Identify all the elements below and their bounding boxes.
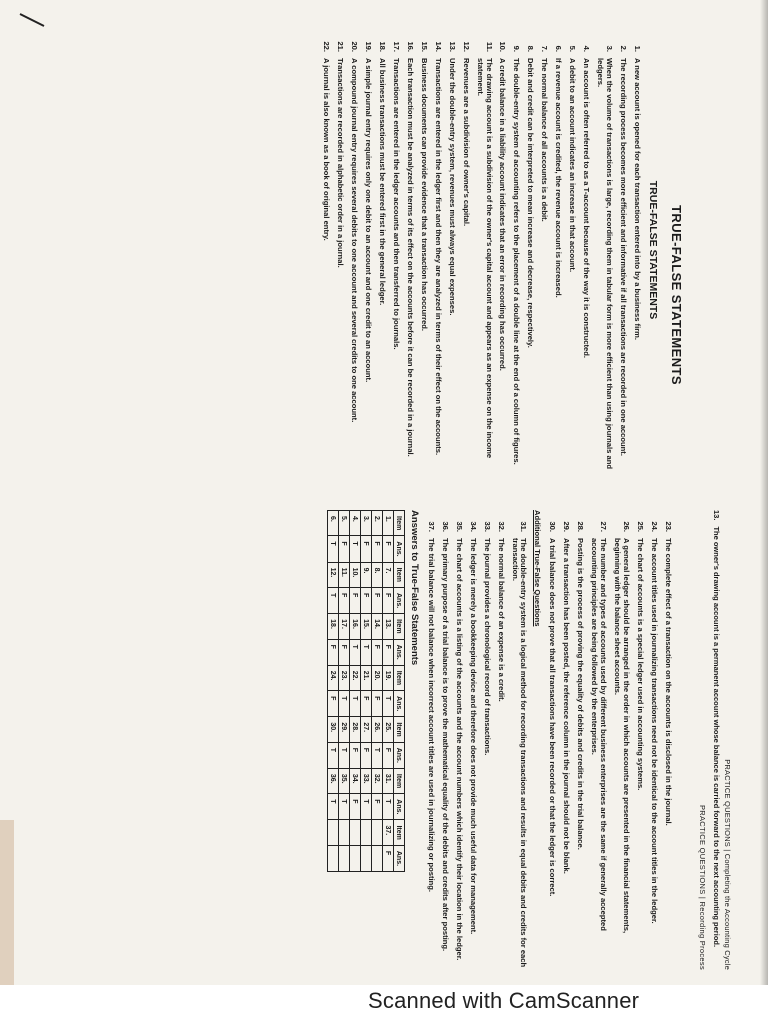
answer-cell: F bbox=[360, 536, 371, 562]
question-number: 36. bbox=[440, 521, 450, 532]
question-text: When the volume of transactions is large, recording them in tabular form is more efficient than using journals and ledgers. bbox=[596, 58, 615, 469]
answer-cell: F bbox=[349, 742, 360, 768]
section-title: TRUE-FALSE STATEMENTS bbox=[647, 180, 659, 320]
answer-cell bbox=[349, 845, 360, 871]
table-row bbox=[382, 511, 393, 872]
item-cell: 36. bbox=[327, 768, 338, 793]
question-number: 15. bbox=[419, 41, 429, 52]
answer-cell: F bbox=[382, 536, 393, 562]
table-row bbox=[360, 511, 371, 872]
question-item bbox=[635, 510, 644, 970]
item-cell: 22. bbox=[349, 665, 360, 690]
question-text: A simple journal entry requires only one debit to an account and one credit to an account. bbox=[363, 58, 373, 383]
table-row bbox=[327, 511, 338, 872]
left-column bbox=[316, 30, 720, 470]
question-item bbox=[539, 30, 548, 470]
question-number: 22. bbox=[322, 41, 332, 52]
answer-cell: F bbox=[360, 742, 371, 768]
page-edge-shadow bbox=[760, 0, 768, 985]
question-text: The trial balance will not balance when incorrect account titles are used in journalizing or posting. bbox=[426, 538, 436, 893]
additional-question-list bbox=[426, 510, 528, 970]
question-item bbox=[547, 510, 556, 970]
question-item bbox=[567, 30, 576, 470]
item-cell: 5. bbox=[338, 511, 349, 536]
item-cell: 6. bbox=[327, 511, 338, 536]
camscanner-watermark: Scanned with CamScanner bbox=[368, 988, 640, 1013]
question-item bbox=[561, 510, 570, 970]
question-text: Debit and credit can be interpreted to mean increase and decrease, respectively. bbox=[526, 58, 536, 348]
item-cell: 29. bbox=[338, 717, 349, 742]
question-item bbox=[335, 30, 344, 470]
question-text: After a transaction has been posted, the reference column in the journal should not be blank. bbox=[562, 538, 572, 874]
question-item bbox=[525, 30, 534, 470]
question-number: 32. bbox=[496, 521, 506, 532]
question-item bbox=[447, 30, 456, 470]
question-item bbox=[440, 510, 449, 970]
item-cell bbox=[360, 820, 371, 845]
table-row bbox=[371, 511, 382, 872]
answer-cell: F bbox=[382, 639, 393, 665]
answer-cell: T bbox=[382, 794, 393, 820]
question-number: 21. bbox=[336, 41, 346, 52]
answer-cell: F bbox=[371, 794, 382, 820]
item-cell bbox=[371, 820, 382, 845]
question-item bbox=[363, 30, 372, 470]
answer-cell: T bbox=[338, 794, 349, 820]
header-strip bbox=[698, 510, 732, 970]
question-text: A general ledger should be arranged in the order in which accounts are presented in the financial statements, beginning with the balance sheet accounts. bbox=[613, 538, 632, 934]
question-number: 37. bbox=[426, 521, 436, 532]
item-cell: 27. bbox=[360, 717, 371, 742]
item-cell: 15. bbox=[360, 614, 371, 639]
question-item bbox=[496, 510, 505, 970]
question-text: The recording process becomes more efficient and informative if all transactions are recorded in one account. bbox=[619, 58, 629, 456]
rotated-content bbox=[0, 20, 732, 980]
answer-cell: F bbox=[349, 794, 360, 820]
question-item bbox=[511, 30, 520, 470]
item-cell: 24. bbox=[327, 665, 338, 690]
item-cell: 30. bbox=[327, 717, 338, 742]
answer-cell: T bbox=[338, 691, 349, 717]
question-item bbox=[419, 30, 428, 470]
item-cell: 1. bbox=[382, 511, 393, 536]
answer-cell: T bbox=[338, 742, 349, 768]
answer-header: Ans. bbox=[393, 639, 404, 665]
question-number: 10. bbox=[498, 41, 508, 52]
question-number: 24. bbox=[650, 521, 660, 532]
item-header: Item bbox=[393, 665, 404, 690]
answer-cell: T bbox=[327, 536, 338, 562]
item-header: Item bbox=[393, 614, 404, 639]
question-item bbox=[632, 30, 641, 470]
answer-cell: F bbox=[360, 691, 371, 717]
item-cell: 23. bbox=[338, 665, 349, 690]
practice-recording-header: PRACTICE QUESTIONS | Recording Process bbox=[698, 804, 708, 970]
answer-header: Ans. bbox=[393, 587, 404, 613]
answer-header: Ans. bbox=[393, 794, 404, 820]
item-header: Item bbox=[393, 562, 404, 587]
item-cell: 21. bbox=[360, 665, 371, 690]
question-number: 13. bbox=[712, 510, 721, 521]
question-number: 25. bbox=[636, 521, 646, 532]
item-cell: 16. bbox=[349, 614, 360, 639]
question-item bbox=[649, 510, 658, 970]
question-text: A credit balance in a liability account indicates that an error in recording has occurred. bbox=[498, 58, 508, 371]
question-number: 28. bbox=[576, 521, 586, 532]
item-header: Item bbox=[393, 717, 404, 742]
question-number: 2. bbox=[619, 45, 629, 52]
answer-cell: F bbox=[338, 639, 349, 665]
left-question-list bbox=[321, 30, 641, 470]
item-cell: 20. bbox=[371, 665, 382, 690]
question-text: The normal balance of an expense is a credit. bbox=[496, 538, 506, 702]
question-text: A debit to an account indicates an increase in that account. bbox=[568, 58, 578, 273]
question-number: 31. bbox=[519, 521, 529, 532]
item-cell: 28. bbox=[349, 717, 360, 742]
additional-heading: Additional True-False Questions bbox=[533, 510, 543, 627]
answer-cell bbox=[371, 845, 382, 871]
question-number: 5. bbox=[568, 45, 578, 52]
question-item bbox=[405, 30, 414, 470]
question-item bbox=[377, 30, 386, 470]
question-item bbox=[461, 30, 470, 470]
question-text: Transactions are recorded in alphabetic order in a journal. bbox=[336, 58, 346, 268]
answer-cell: F bbox=[371, 536, 382, 562]
question-item bbox=[663, 510, 672, 970]
item-cell: 8. bbox=[371, 562, 382, 587]
question-item bbox=[612, 510, 630, 970]
answer-cell: T bbox=[349, 536, 360, 562]
item-cell: 4. bbox=[349, 511, 360, 536]
answer-cell: T bbox=[349, 691, 360, 717]
answer-cell: T bbox=[382, 691, 393, 717]
answer-cell: T bbox=[327, 794, 338, 820]
answer-cell: F bbox=[371, 587, 382, 613]
answer-cell: F bbox=[349, 587, 360, 613]
answer-cell: F bbox=[360, 587, 371, 613]
question-number: 20. bbox=[349, 41, 359, 52]
item-cell: 14. bbox=[371, 614, 382, 639]
question-text: The normal balance of all accounts is a debit. bbox=[540, 58, 550, 222]
item-cell: 11. bbox=[338, 562, 349, 587]
item-cell: 33. bbox=[360, 768, 371, 793]
question-text: The chart of accounts is a listing of the accounts and the account numbers which identify their location in the ledger. bbox=[454, 538, 464, 961]
question-number: 33. bbox=[482, 521, 492, 532]
question-text: The drawing account is a subdivision of the owner's capital account and appears as an expense on the income statement. bbox=[475, 58, 494, 459]
answer-header: Ans. bbox=[393, 536, 404, 562]
answer-header: Ans. bbox=[393, 691, 404, 717]
question-text: Each transaction must be analyzed in terms of its effect on the accounts before it can be recorded in a journal. bbox=[405, 58, 415, 457]
answer-header: Ans. bbox=[393, 845, 404, 871]
question-text: Transactions are entered in the ledger accounts and then transferred to journals. bbox=[391, 58, 401, 350]
question-text: The ledger is merely a bookkeeping device and therefore does not provide much useful data for management. bbox=[468, 538, 478, 935]
answer-cell: F bbox=[382, 587, 393, 613]
item-cell: 7. bbox=[382, 562, 393, 587]
question-item bbox=[426, 510, 435, 970]
item-cell: 2. bbox=[371, 511, 382, 536]
answer-cell: F bbox=[371, 691, 382, 717]
question-text: A new account is opened for each transaction entered into by a business firm. bbox=[633, 58, 642, 341]
question-item bbox=[349, 30, 358, 470]
question-item bbox=[391, 30, 400, 470]
item-cell: 32. bbox=[371, 768, 382, 793]
question-number: 35. bbox=[454, 521, 464, 532]
question-item bbox=[510, 510, 528, 970]
item-cell: 3. bbox=[360, 511, 371, 536]
answer-cell: F bbox=[371, 639, 382, 665]
question-number: 30. bbox=[548, 521, 558, 532]
answer-cell: F bbox=[382, 845, 393, 871]
question-item bbox=[553, 30, 562, 470]
question-number: 17. bbox=[391, 41, 401, 52]
answer-cell: T bbox=[327, 587, 338, 613]
question-text: The account titles used in journalizing transactions need not be identical to the account titles in the ledger. bbox=[650, 538, 660, 924]
question-text: Under the double-entry system, revenues must always equal expenses. bbox=[447, 58, 457, 316]
practice-cycle-header: PRACTICE QUESTIONS | Completing the Accounting Cycle bbox=[723, 759, 732, 970]
question-text: If a revenue account is credited, the revenue account is increased. bbox=[554, 58, 564, 298]
question-item bbox=[482, 510, 491, 970]
question-text: Business documents can provide evidence that a transaction has occurred. bbox=[419, 58, 429, 332]
question-number: 1. bbox=[633, 45, 642, 52]
question-number: 12. bbox=[461, 41, 471, 52]
item-cell: 12. bbox=[327, 562, 338, 587]
question-text: Revenues are a subdivision of owner's capital. bbox=[461, 58, 471, 227]
question-item bbox=[618, 30, 627, 470]
question-number: 9. bbox=[512, 45, 522, 52]
question-number: 8. bbox=[526, 45, 536, 52]
item-cell bbox=[349, 820, 360, 845]
answer-cell: F bbox=[327, 691, 338, 717]
question-text: Transactions are entered in the ledger first and then they are analyzed in terms of their effect on the accounts. bbox=[433, 58, 443, 456]
answer-cell bbox=[360, 845, 371, 871]
answer-cell: F bbox=[327, 639, 338, 665]
question-item bbox=[454, 510, 463, 970]
question-item bbox=[595, 30, 613, 470]
question-text: A compound journal entry requires several debits to one account and several credits to one account. bbox=[349, 58, 359, 423]
question-text: A journal is also known as a book of original entry. bbox=[322, 58, 332, 241]
item-cell bbox=[327, 820, 338, 845]
answer-cell bbox=[327, 845, 338, 871]
answers-title: Answers to True-False Statements bbox=[408, 510, 420, 666]
item-header: Item bbox=[393, 820, 404, 845]
item-cell: 13. bbox=[382, 614, 393, 639]
question-item bbox=[498, 30, 507, 470]
answer-header: Ans. bbox=[393, 742, 404, 768]
question-number: 16. bbox=[405, 41, 415, 52]
question-number: 27. bbox=[599, 521, 609, 532]
answer-cell: T bbox=[360, 794, 371, 820]
answers-body bbox=[327, 511, 393, 872]
table-row bbox=[338, 511, 349, 872]
item-cell: 9. bbox=[360, 562, 371, 587]
question-item bbox=[475, 30, 493, 470]
question-item bbox=[581, 30, 590, 470]
question-number: 29. bbox=[562, 521, 572, 532]
question-text: All business transactions must be entered first in the general ledger. bbox=[377, 58, 387, 306]
carryover-question-13 bbox=[711, 510, 720, 970]
item-cell: 34. bbox=[349, 768, 360, 793]
question-text: Posting is the process of proving the equality of debits and credits in the trial balance. bbox=[576, 538, 586, 850]
question-text: The number and types of accounts used by different business enterprises are the same if generally accepted accounting principles are being followed by the enterprises. bbox=[590, 538, 609, 931]
item-cell: 35. bbox=[338, 768, 349, 793]
answer-cell: T bbox=[327, 742, 338, 768]
question-number: 18. bbox=[377, 41, 387, 52]
question-number: 3. bbox=[605, 45, 615, 52]
answer-cell: F bbox=[382, 742, 393, 768]
item-cell: 17. bbox=[338, 614, 349, 639]
answers-table bbox=[327, 510, 405, 872]
question-number: 23. bbox=[664, 521, 673, 532]
answer-cell bbox=[338, 845, 349, 871]
item-cell: 19. bbox=[382, 665, 393, 690]
question-number: 26. bbox=[622, 521, 632, 532]
question-text: The complete effect of a transaction on the accounts is disclosed in the journal. bbox=[664, 538, 673, 826]
item-cell: 37. bbox=[382, 820, 393, 845]
question-text: The double-entry system is a logical method for recording transactions and results in equal debits and credits for each transaction. bbox=[510, 538, 529, 968]
item-cell: 26. bbox=[371, 717, 382, 742]
pen-mark-icon bbox=[18, 10, 48, 28]
answer-cell: F bbox=[338, 587, 349, 613]
question-item bbox=[321, 30, 330, 470]
right-question-list bbox=[547, 510, 672, 970]
question-text: The journal provides a chronological record of transactions. bbox=[482, 538, 492, 756]
question-text: The double-entry system of accounting refers to the placement of a double line at the end of a column of figures. bbox=[512, 58, 522, 465]
item-header: Item bbox=[393, 768, 404, 793]
question-number: 34. bbox=[468, 521, 478, 532]
item-cell: 18. bbox=[327, 614, 338, 639]
question-item bbox=[589, 510, 607, 970]
question-item bbox=[468, 510, 477, 970]
question-text: The primary purpose of a trial balance is to prove the mathematical equality of the debits and credits after posting. bbox=[440, 538, 450, 952]
question-text: A trial balance does not prove that all transactions have been recorded or that the ledger is correct. bbox=[548, 538, 558, 897]
table-row bbox=[349, 511, 360, 872]
question-number: 11. bbox=[484, 41, 494, 52]
question-number: 14. bbox=[433, 41, 443, 52]
question-number: 4. bbox=[582, 45, 592, 52]
question-number: 19. bbox=[363, 41, 373, 52]
item-cell: 25. bbox=[382, 717, 393, 742]
right-column bbox=[327, 510, 672, 970]
answer-cell: F bbox=[338, 536, 349, 562]
item-cell bbox=[338, 820, 349, 845]
answer-cell: T bbox=[349, 639, 360, 665]
question-item bbox=[575, 510, 584, 970]
item-cell: 31. bbox=[382, 768, 393, 793]
question-number: 7. bbox=[540, 45, 550, 52]
question-number: 6. bbox=[554, 45, 564, 52]
question-item bbox=[433, 30, 442, 470]
item-cell: 10. bbox=[349, 562, 360, 587]
answers-header-row bbox=[393, 511, 404, 872]
question-text: The owner's drawing account is a permanent account whose balance is carried forward to the next accounting period. bbox=[712, 526, 721, 948]
question-text: An account is often referred to as a T-account because of the way it is constructed. bbox=[582, 58, 592, 359]
page-title: TRUE-FALSE STATEMENTS bbox=[669, 205, 684, 385]
question-text: The chart of accounts is a special ledger used in accounting systems. bbox=[636, 538, 646, 791]
answer-cell: T bbox=[360, 639, 371, 665]
item-header: Item bbox=[393, 511, 404, 536]
question-number: 13. bbox=[447, 41, 457, 52]
answer-cell: T bbox=[371, 742, 382, 768]
